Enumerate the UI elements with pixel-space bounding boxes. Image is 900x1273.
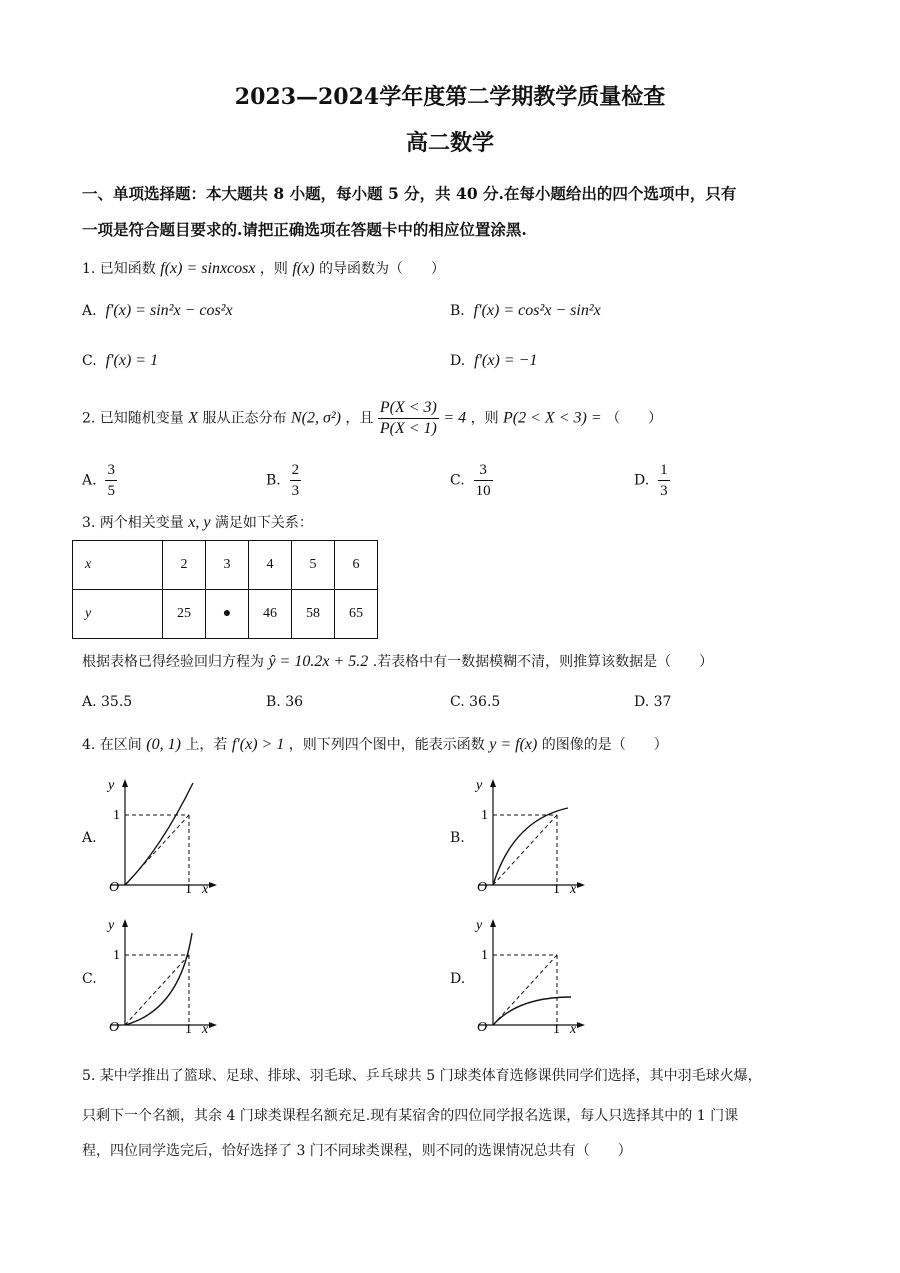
table-cell: 6 bbox=[335, 541, 378, 590]
q1-option-a bbox=[82, 302, 233, 320]
option-text: f′(x) = sin²x − cos²x bbox=[105, 302, 233, 319]
question-4-stem bbox=[82, 734, 668, 754]
x-axis-label: x bbox=[202, 1022, 209, 1035]
graph-b bbox=[468, 775, 588, 895]
x-tick-label: 1 bbox=[553, 1022, 560, 1035]
y-axis-label: y bbox=[476, 918, 483, 933]
graph-c bbox=[100, 915, 220, 1035]
q4-condition: f′(x) > 1 bbox=[231, 736, 285, 753]
option-text: 37 bbox=[653, 694, 672, 710]
question-2-stem bbox=[82, 398, 662, 439]
x-tick-label: 1 bbox=[553, 882, 560, 895]
q2-mid1: 服从正态分布 bbox=[202, 410, 287, 427]
q2-option-d bbox=[634, 460, 670, 501]
graph-d-label: D. bbox=[450, 971, 466, 987]
fraction-denominator: 10 bbox=[475, 483, 491, 499]
option-label: B. bbox=[266, 694, 281, 710]
option-label: A. bbox=[82, 472, 97, 489]
exam-subtitle: 高二数学 bbox=[405, 130, 494, 156]
option-label: C. bbox=[450, 694, 465, 710]
q1-function: f(x) = sinxcosx bbox=[160, 260, 256, 277]
option-label: D. bbox=[634, 694, 650, 710]
x-axis-label: x bbox=[570, 882, 577, 895]
option-label: C. bbox=[82, 353, 97, 369]
table-cell: 58 bbox=[292, 590, 335, 639]
q1-suffix: 的导函数为（ ） bbox=[319, 261, 446, 277]
q4-function: y = f(x) bbox=[489, 736, 538, 753]
q2-equals: = 4 bbox=[443, 409, 467, 427]
table-cell: 2 bbox=[163, 541, 206, 590]
option-text: 36 bbox=[285, 694, 304, 710]
q3-regression-text bbox=[82, 651, 713, 671]
option-fraction bbox=[658, 460, 670, 501]
question-3-stem bbox=[82, 512, 313, 532]
option-text: f′(x) = −1 bbox=[474, 352, 538, 369]
option-fraction bbox=[474, 460, 493, 501]
y-axis-arrow bbox=[490, 919, 496, 927]
q4-prefix: 4. 在区间 bbox=[82, 737, 142, 753]
fraction-numerator: 3 bbox=[474, 460, 493, 481]
fraction-numerator: 3 bbox=[105, 460, 117, 481]
q1-prefix: 1. 已知函数 bbox=[82, 261, 156, 277]
q3-option-a bbox=[82, 694, 132, 710]
y-tick-label: 1 bbox=[481, 948, 488, 963]
q2-prefix: 2. 已知随机变量 bbox=[82, 410, 184, 427]
q2-ratio-fraction bbox=[378, 398, 439, 439]
question-5-line-3: 程，四位同学选完后，恰好选择了 3 门不同球类课程，则不同的选课情况总共有（ ） bbox=[82, 1143, 632, 1159]
q1-option-c bbox=[82, 352, 158, 370]
q4-interval: (0, 1) bbox=[146, 736, 181, 753]
y-axis-arrow bbox=[490, 779, 496, 787]
option-label: B. bbox=[266, 472, 281, 489]
x-axis-arrow bbox=[209, 882, 217, 888]
instruction-line-1: 一、单项选择题：本大题共 8 小题，每小题 5 分，共 40 分.在每小题给出的四个选项中，只有 bbox=[82, 184, 737, 203]
q3-option-b bbox=[266, 694, 303, 710]
option-label: A. bbox=[82, 694, 97, 710]
question-5-line-1: 5. 某中学推出了篮球、足球、排球、羽毛球、乒乓球共 5 门球类体育选修课供同学们选择，其中羽毛球火爆， bbox=[82, 1068, 762, 1084]
q1-option-b bbox=[450, 302, 601, 320]
graph-a-label: A. bbox=[82, 830, 97, 846]
q2-option-b bbox=[266, 460, 301, 501]
q4-mid2: ，则下列四个图中，能表示函数 bbox=[288, 737, 485, 753]
option-text: 35.5 bbox=[101, 694, 133, 710]
option-text: 36.5 bbox=[469, 694, 501, 710]
graph-a bbox=[100, 775, 220, 895]
x-axis-arrow bbox=[577, 1022, 585, 1028]
table-cell-blurred: ● bbox=[206, 590, 249, 639]
q1-mid: ，则 bbox=[259, 261, 288, 277]
y-axis-arrow bbox=[122, 919, 128, 927]
table-cell: 46 bbox=[249, 590, 292, 639]
diagonal-dashed bbox=[493, 815, 557, 885]
q3-option-c bbox=[450, 694, 500, 710]
q2-suffix: （ ） bbox=[606, 410, 663, 427]
y-axis-arrow bbox=[122, 779, 128, 787]
origin-label: O bbox=[477, 880, 488, 895]
function-curve bbox=[125, 933, 192, 1025]
option-label: A. bbox=[82, 303, 97, 319]
table-row-x bbox=[73, 541, 378, 590]
option-label: B. bbox=[450, 303, 465, 319]
diagonal-dashed bbox=[493, 955, 557, 1025]
fraction-numerator: P(X < 3) bbox=[378, 398, 439, 419]
y-axis-label: y bbox=[108, 918, 115, 933]
function-curve bbox=[493, 997, 571, 1025]
q2-target: P(2 < X < 3) = bbox=[503, 409, 602, 427]
q4-suffix: 的图像的是（ ） bbox=[541, 737, 668, 753]
fraction-denominator: 5 bbox=[107, 483, 115, 499]
x-tick-label: 1 bbox=[185, 882, 192, 895]
table-row-y bbox=[73, 590, 378, 639]
q3-text-suffix: .若表格中有一数据模糊不清，则推算该数据是（ ） bbox=[372, 654, 714, 670]
option-text: f′(x) = 1 bbox=[105, 352, 159, 369]
q3-prefix: 3. 两个相关变量 bbox=[82, 515, 184, 531]
fraction-denominator: 3 bbox=[291, 483, 300, 499]
fraction-numerator: 1 bbox=[658, 460, 670, 481]
x-axis-arrow bbox=[577, 882, 585, 888]
table-cell: 25 bbox=[163, 590, 206, 639]
option-label: D. bbox=[450, 353, 466, 369]
y-axis-label: y bbox=[108, 778, 115, 793]
x-axis-label: x bbox=[570, 1022, 577, 1035]
q2-mid2: ，且 bbox=[345, 410, 374, 427]
x-axis-label: x bbox=[202, 882, 209, 895]
y-axis-label: y bbox=[476, 778, 483, 793]
question-5-line-2: 只剩下一个名额，其余 4 门球类课程名额充足.现有某宿舍的四位同学报名选课，每人只选择其中的 1 门课 bbox=[82, 1108, 739, 1124]
section-instructions bbox=[82, 176, 822, 248]
q3-regression-equation: ŷ = 10.2x + 5.2 bbox=[268, 653, 369, 670]
fraction-denominator: 3 bbox=[660, 483, 668, 499]
option-label: C. bbox=[450, 472, 465, 489]
question-1-stem bbox=[82, 258, 445, 278]
q3-text-prefix: 根据表格已得经验回归方程为 bbox=[82, 654, 264, 670]
table-cell: 5 bbox=[292, 541, 335, 590]
table-cell: 4 bbox=[249, 541, 292, 590]
q2-mid3: ，则 bbox=[470, 410, 499, 427]
q2-variable: X bbox=[188, 409, 199, 427]
row-header-y: y bbox=[73, 590, 163, 639]
exam-title: 2023—2024学年度第二学期教学质量检查 bbox=[234, 84, 666, 110]
instruction-line-2: 一项是符合题目要求的.请把正确选项在答题卡中的相应位置涂黑. bbox=[82, 220, 527, 239]
row-header-x: x bbox=[73, 541, 163, 590]
diagonal-dashed bbox=[125, 955, 189, 1025]
x-tick-label: 1 bbox=[185, 1022, 192, 1035]
q4-mid1: 上，若 bbox=[185, 737, 228, 753]
x-axis-arrow bbox=[209, 1022, 217, 1028]
q3-variables: x, y bbox=[188, 514, 211, 531]
y-tick-label: 1 bbox=[113, 948, 120, 963]
y-tick-label: 1 bbox=[113, 808, 120, 823]
q2-option-c bbox=[450, 460, 493, 501]
option-fraction bbox=[105, 460, 117, 501]
q3-option-d bbox=[634, 694, 671, 710]
q1-function-ref: f(x) bbox=[292, 260, 315, 277]
option-label: D. bbox=[634, 472, 650, 489]
function-curve bbox=[125, 783, 193, 885]
q2-distribution: N(2, σ²) bbox=[290, 409, 341, 427]
origin-label: O bbox=[109, 880, 120, 895]
fraction-numerator: 2 bbox=[290, 460, 302, 481]
table-cell: 65 bbox=[335, 590, 378, 639]
option-fraction bbox=[290, 460, 302, 501]
fraction-denominator: P(X < 1) bbox=[379, 420, 437, 437]
q2-option-a bbox=[82, 460, 117, 501]
y-tick-label: 1 bbox=[481, 808, 488, 823]
q1-option-d bbox=[450, 352, 537, 370]
graph-d bbox=[468, 915, 588, 1035]
graph-b-label: B. bbox=[450, 830, 465, 846]
q3-data-table bbox=[72, 540, 378, 639]
q3-suffix: 满足如下关系： bbox=[214, 515, 313, 531]
table-cell: 3 bbox=[206, 541, 249, 590]
origin-label: O bbox=[109, 1020, 120, 1035]
option-text: f′(x) = cos²x − sin²x bbox=[473, 302, 601, 319]
graph-c-label: C. bbox=[82, 971, 97, 987]
origin-label: O bbox=[477, 1020, 488, 1035]
